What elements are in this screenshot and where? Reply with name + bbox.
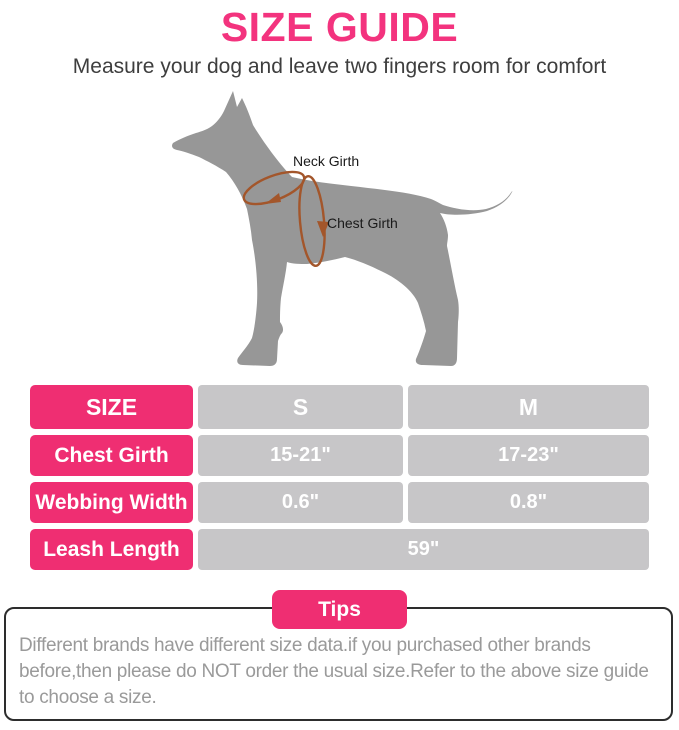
table-row-chest-girth	[30, 435, 649, 476]
tips-body-text: Different brands have different size data.if you purchased other brands before,then please do NOT order the usual size.Refer to the above size guide to choose a size.	[19, 635, 649, 708]
chest-girth-label: Chest Girth	[327, 215, 398, 231]
leash-length-value: 59"	[198, 529, 649, 570]
tips-badge: Tips	[272, 590, 407, 629]
dog-measurement-diagram	[140, 88, 560, 380]
table-header-size-s: S	[198, 385, 403, 429]
row-label: Leash Length	[30, 529, 193, 570]
neck-girth-label: Neck Girth	[293, 153, 360, 169]
table-row-webbing-width	[30, 482, 649, 523]
page-subtitle: Measure your dog and leave two fingers room for comfort	[72, 55, 607, 78]
row-label: Webbing Width	[30, 482, 193, 523]
chest-girth-m-value: 17-23"	[408, 435, 649, 476]
row-label: Chest Girth	[30, 435, 193, 476]
webbing-width-m-value: 0.8"	[408, 482, 649, 523]
chest-girth-s-value: 15-21"	[198, 435, 403, 476]
table-header-size-m: M	[408, 385, 649, 429]
webbing-width-s-value: 0.6"	[198, 482, 403, 523]
table-header-size: SIZE	[30, 385, 193, 429]
table-row-leash-length	[30, 529, 649, 570]
page-title: SIZE GUIDE	[220, 4, 459, 50]
table-header-row	[30, 385, 649, 429]
size-table	[30, 385, 649, 576]
